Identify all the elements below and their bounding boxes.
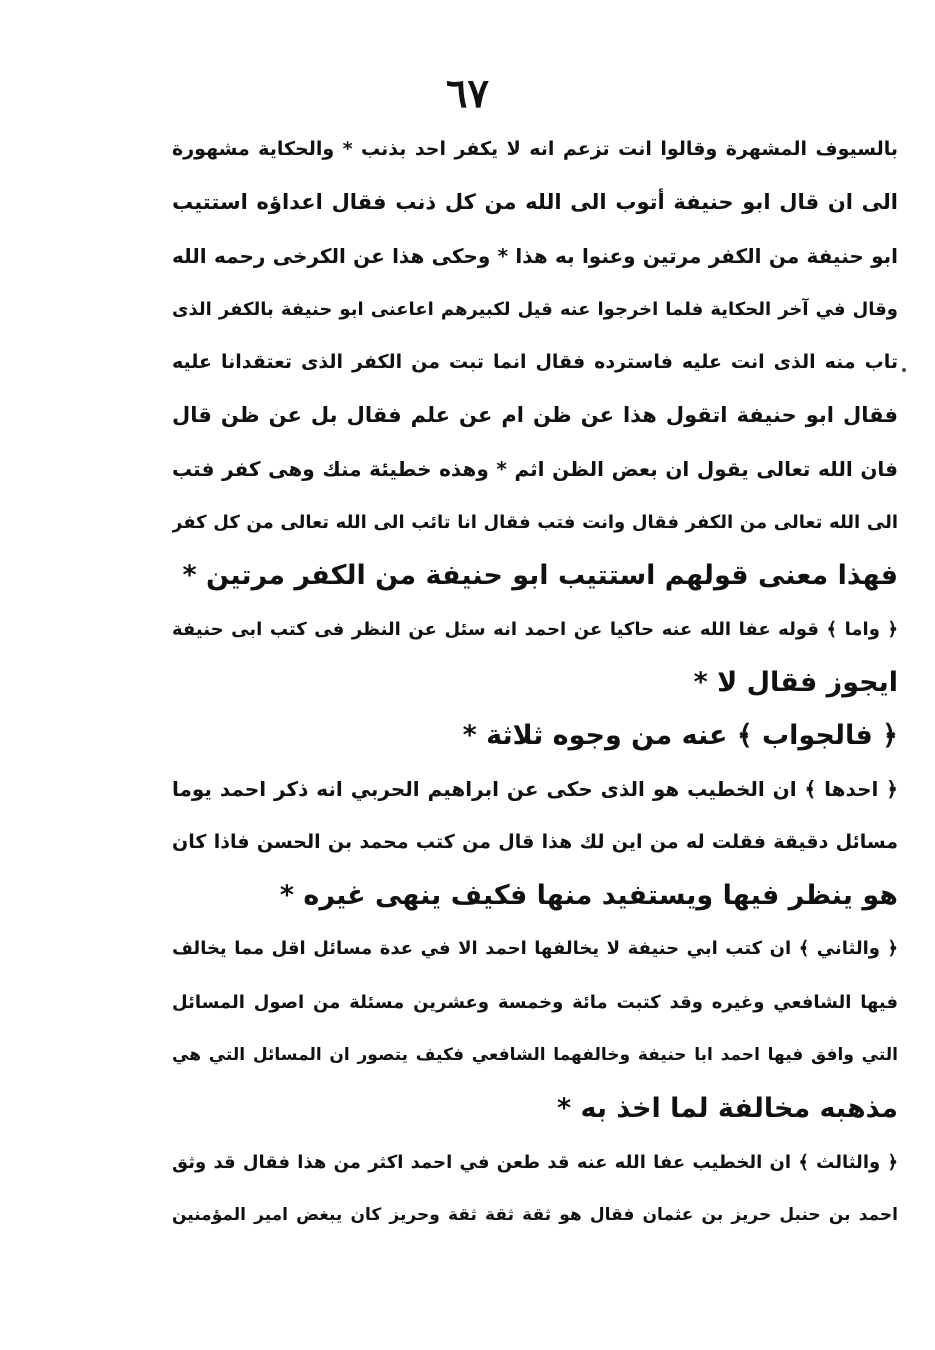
text-line: ﴿ احدها ﴾ ان الخطيب هو الذى حكى عن ابراهيم الحربي انه ذكر احمد يوما	[172, 776, 898, 801]
text-line: التي وافق فيها احمد ابا حنيفة وخالفهما الشافعي فكيف يتصور ان المسائل التي هي	[172, 1045, 898, 1066]
text-line: الى ان قال ابو حنيفة أتوب الى الله من كل ذنب فقال اعداؤه استتيب	[172, 190, 898, 215]
body-text	[172, 123, 898, 1242]
text-line: فهذا معنى قولهم استتيب ابو حنيفة من الكفر مرتين *	[182, 560, 898, 592]
text-line: ﴿ والثاني ﴾ ان كتب ابي حنيفة لا يخالفها احمد الا في عدة مسائل اقل مما يخالف	[172, 938, 898, 960]
text-line: ايجوز فقال لا *	[693, 666, 898, 698]
text-line: وقال في آخر الحكاية فلما اخرجوا عنه قيل لكبيرهم اعاعنى ابو حنيفة بالكفر الذى	[172, 298, 898, 320]
text-line: فان الله تعالى يقول ان بعض الظن اثم * وهذه خطيئة منك وهى كفر فتب	[172, 456, 898, 481]
text-line: مسائل دقيقة فقلت له من اين لك هذا قال من كتب محمد بن الحسن فاذا كان	[172, 830, 898, 853]
text-line: احمد بن حنبل حريز بن عثمان فقال هو ثقة ثقة ثقة وحريز كان يبغض امير المؤمنين	[172, 1204, 898, 1225]
text-line: فيها الشافعي وغيره وقد كتبت مائة وخمسة وعشرين مسئلة من اصول المسائل	[172, 991, 898, 1013]
text-line: ابو حنيفة من الكفر مرتين وعنوا به هذا * وحكى هذا عن الكرخى رحمه الله	[172, 243, 898, 268]
text-line: ﴿ والثالث ﴾ ان الخطيب عفا الله عنه قد طعن في احمد اكثر من هذا فقال قد وثق	[172, 1151, 898, 1173]
margin-dot	[902, 368, 906, 372]
text-line: بالسيوف المشهرة وقالوا انت تزعم انه لا يكفر احد بذنب * والحكاية مشهورة	[172, 138, 898, 160]
text-line: ﴿ فالجواب ﴾ عنه من وجوه ثلاثة *	[462, 720, 898, 752]
text-line: تاب منه الذى انت عليه فاسترده فقال انما تبت من الكفر الذى تعتقدانا عليه	[172, 351, 898, 374]
text-line: فقال ابو حنيفة اتقول هذا عن ظن ام عن علم فقال بل عن ظن قال	[172, 403, 898, 428]
text-line: ﴿ واما ﴾ قوله عفا الله عنه حاكيا عن احمد انه سئل عن النظر فى كتب ابى حنيفة	[172, 618, 898, 640]
text-line: هو ينظر فيها ويستفيد منها فكيف ينهى غيره *	[279, 880, 898, 912]
text-line: الى الله تعالى من الكفر فقال وانت فتب فقال انا تائب الى الله تعالى من كل كفر	[172, 512, 898, 534]
text-line: مذهبه مخالفة لما اخذ به *	[556, 1093, 898, 1125]
page-number: ٦٧	[446, 70, 489, 117]
